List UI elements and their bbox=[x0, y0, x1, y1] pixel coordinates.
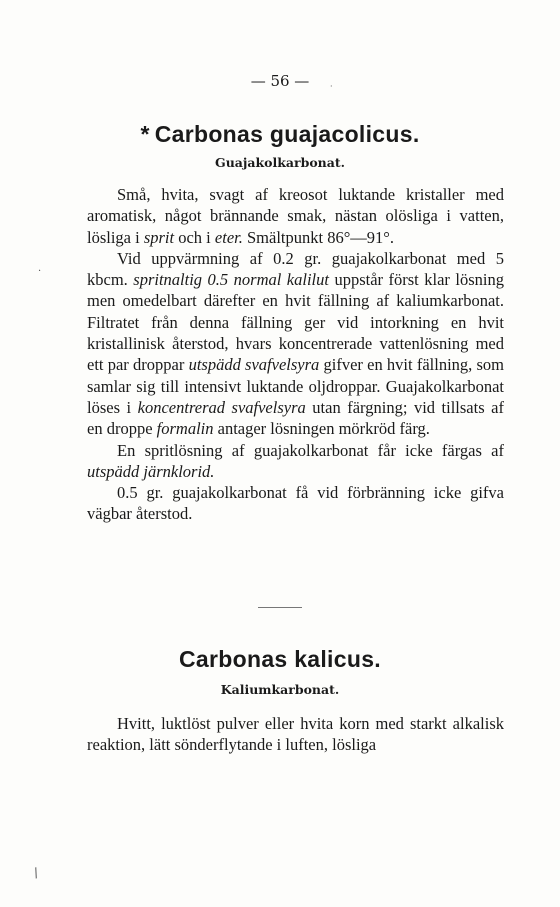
section-subtitle-guajakolkarbonat: Guajakolkarbonat. bbox=[215, 155, 345, 170]
emphasis-text: sprit bbox=[143, 227, 175, 247]
section-body-kalicus bbox=[87, 713, 504, 756]
paragraph bbox=[87, 184, 504, 248]
emphasis-text: eter. bbox=[214, 227, 243, 247]
section-separator bbox=[258, 607, 302, 608]
text-run: 0.5 gr. guajakolkarbonat få vid förbränning icke gifva vägbar återstod. bbox=[87, 483, 504, 524]
text-run: Vid uppvärmning af 0.2 gr. guajakolkarbonat med 5 kbcm. bbox=[87, 248, 504, 290]
section-subtitle-kaliumkarbonat: Kaliumkarbonat. bbox=[220, 682, 340, 697]
paragraph bbox=[87, 482, 504, 525]
emphasis-text: koncentrerad svafvelsyra bbox=[137, 397, 306, 417]
text-run: Hvitt, luktlöst pulver eller hvita korn med starkt alkalisk reaktion, lätt sönderflytande i luften, lösliga bbox=[87, 714, 504, 755]
text-run: utan färgning; vid tillsats af en droppe bbox=[87, 397, 504, 439]
text-run: Små, hvita, svagt af kreosot luktande kristaller med aromatisk, något brännande smak, nästan olösliga i vatten, lösliga i bbox=[87, 185, 504, 247]
text-run: Smältpunkt 86°—91°. bbox=[242, 227, 395, 247]
print-speck: · bbox=[330, 82, 333, 91]
text-run: En spritlösning af guajakolkarbonat får icke färgas af bbox=[117, 440, 504, 460]
paragraph bbox=[87, 713, 504, 756]
paragraph bbox=[87, 440, 504, 483]
section-title-text: Carbonas guajacolicus. bbox=[154, 121, 420, 147]
emphasis-text: utspädd svafvelsyra bbox=[188, 355, 320, 375]
margin-speck: · bbox=[38, 266, 42, 277]
page-number: — 56 — bbox=[250, 72, 310, 90]
section-title-kalicus: Carbonas kalicus. bbox=[179, 646, 381, 672]
paragraph bbox=[87, 248, 504, 440]
section-title-guajacolicus bbox=[0, 121, 560, 148]
text-run: uppstår först klar lösning men omedelbart därefter en hvit fällning af kaliumkarbonat. Filtratet från denna fällning ger vid intorkning en hvit kristallinisk återstod, hvars koncentrerade vattenlösning med ett par droppar bbox=[87, 270, 504, 375]
section-body-guajacolicus bbox=[87, 184, 504, 525]
text-run: antager lösningen mörkröd färg. bbox=[213, 419, 430, 439]
text-run: och i bbox=[174, 227, 215, 247]
emphasis-text: utspädd järnklorid. bbox=[87, 461, 215, 481]
text-run: gifver en hvit fällning, som samlar sig till intensivt luktande oljdroppar. Guajakolkarbonat löses i bbox=[87, 355, 505, 417]
margin-mark: / bbox=[31, 865, 41, 882]
emphasis-text: spritnaltig 0.5 normal kalilut bbox=[133, 270, 329, 290]
emphasis-text: formalin bbox=[156, 419, 214, 439]
title-asterisk: * bbox=[140, 121, 150, 147]
